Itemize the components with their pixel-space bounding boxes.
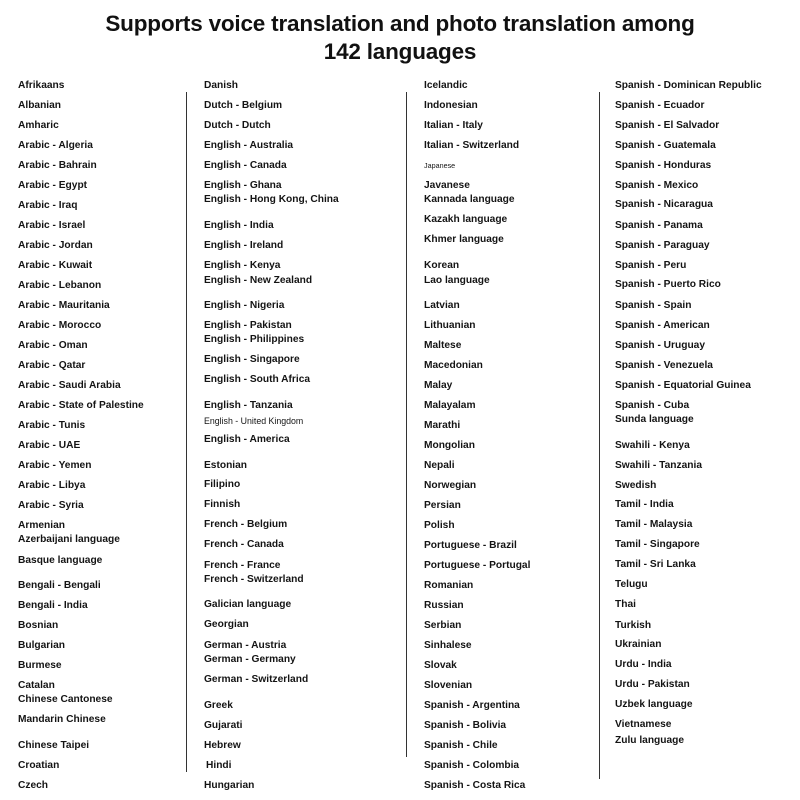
language-item: Malayalam <box>424 400 476 411</box>
language-item: English - America <box>204 434 290 445</box>
column-divider-3 <box>599 92 600 779</box>
language-item: Bulgarian <box>18 640 65 651</box>
language-item: Spanish - American <box>615 320 710 331</box>
language-item: Spanish - El Salvador <box>615 120 720 131</box>
language-item: Arabic - Syria <box>18 500 84 511</box>
language-item: Arabic - Israel <box>18 220 86 231</box>
language-item: Filipino <box>204 479 241 490</box>
language-item: Urdu - Pakistan <box>615 679 690 690</box>
language-item: Khmer language <box>424 234 504 245</box>
language-item: Arabic - Egypt <box>18 180 88 191</box>
language-item: English - Kenya <box>204 260 281 271</box>
language-item: Arabic - Kuwait <box>18 260 93 271</box>
language-item: French - Belgium <box>204 519 288 530</box>
language-item: Mongolian <box>424 440 475 451</box>
language-item: English - Hong Kong, China <box>204 194 339 205</box>
language-item: Swahili - Tanzania <box>615 460 702 471</box>
language-item: Arabic - UAE <box>18 440 81 451</box>
language-item: Arabic - Oman <box>18 340 88 351</box>
language-item: Spanish - Dominican Republic <box>615 80 762 91</box>
language-item: French - Canada <box>204 539 284 550</box>
language-item: Italian - Switzerland <box>424 140 520 151</box>
language-item: Spanish - Mexico <box>615 180 699 191</box>
language-item: Georgian <box>204 619 249 630</box>
language-item: Hindi <box>206 760 232 771</box>
language-item: Spanish - Honduras <box>615 160 712 171</box>
language-item: Dutch - Belgium <box>204 100 283 111</box>
language-item: Spanish - Colombia <box>424 760 520 771</box>
language-item: Japanese <box>424 161 456 170</box>
language-item: Spanish - Argentina <box>424 700 520 711</box>
language-item: Spanish - Peru <box>615 260 687 271</box>
language-item: Albanian <box>18 100 62 111</box>
language-item: English - Nigeria <box>204 300 285 311</box>
language-item: Chinese Taipei <box>18 740 90 751</box>
language-item: Spanish - Equatorial Guinea <box>615 380 751 391</box>
language-item: Spanish - Ecuador <box>615 100 705 111</box>
language-item: Tamil - Sri Lanka <box>615 559 696 570</box>
language-item: Ukrainian <box>615 639 662 650</box>
language-item: Kannada language <box>424 194 515 205</box>
language-item: Catalan <box>18 680 55 691</box>
language-item: German - Germany <box>204 654 296 665</box>
language-item: Swedish <box>615 480 657 491</box>
language-item: Spanish - Uruguay <box>615 340 706 351</box>
language-item: Norwegian <box>424 480 477 491</box>
language-item: English - Canada <box>204 160 287 171</box>
language-item: Spanish - Bolivia <box>424 720 507 731</box>
language-item: French - Switzerland <box>204 574 304 585</box>
language-item: Javanese <box>424 180 470 191</box>
language-item: English - Pakistan <box>204 320 292 331</box>
language-item: English - South Africa <box>204 374 311 385</box>
language-item: English - Ghana <box>204 180 282 191</box>
language-item: English - Tanzania <box>204 400 293 411</box>
language-item: Arabic - Lebanon <box>18 280 102 291</box>
column-divider-2 <box>406 92 407 757</box>
language-item: Spanish - Guatemala <box>615 140 716 151</box>
language-item: Arabic - Iraq <box>18 200 78 211</box>
language-item: Arabic - State of Palestine <box>18 400 144 411</box>
language-item: German - Austria <box>204 640 287 651</box>
language-item: Tamil - Malaysia <box>615 519 693 530</box>
language-item: Polish <box>424 520 455 531</box>
language-item: Arabic - Morocco <box>18 320 102 331</box>
language-item: Danish <box>204 80 238 91</box>
language-item: English - United Kingdom <box>204 416 304 426</box>
language-item: Zulu language <box>615 735 685 746</box>
language-item: Lao language <box>424 275 490 286</box>
language-item: English - Australia <box>204 140 294 151</box>
language-item: Hungarian <box>204 780 255 791</box>
language-item: Urdu - India <box>615 659 672 670</box>
language-item: English - Ireland <box>204 240 284 251</box>
language-item: Maltese <box>424 340 462 351</box>
language-item: Spanish - Spain <box>615 300 692 311</box>
language-item: Turkish <box>615 620 652 631</box>
language-column-2 <box>204 0 399 800</box>
language-item: Malay <box>424 380 453 391</box>
language-item: Kazakh language <box>424 214 508 225</box>
language-item: Bengali - Bengali <box>18 580 101 591</box>
title-line-2: 142 languages <box>323 39 477 64</box>
language-item: Spanish - Nicaragua <box>615 199 713 210</box>
language-item: Tamil - India <box>615 499 674 510</box>
language-item: Indonesian <box>424 100 478 111</box>
language-item: Uzbek language <box>615 699 693 710</box>
language-item: Spanish - Costa Rica <box>424 780 526 791</box>
language-column-1 <box>18 0 183 800</box>
language-item: Arabic - Tunis <box>18 420 86 431</box>
language-item: Lithuanian <box>424 320 476 331</box>
language-item: Burmese <box>18 660 62 671</box>
language-item: Estonian <box>204 460 248 471</box>
language-item: Spanish - Panama <box>615 220 703 231</box>
language-item: Greek <box>204 700 233 711</box>
language-item: Finnish <box>204 499 241 510</box>
language-item: English - Singapore <box>204 354 300 365</box>
language-item: Korean <box>424 260 460 271</box>
language-item: Bosnian <box>18 620 59 631</box>
language-item: Nepali <box>424 460 455 471</box>
language-column-4 <box>615 0 800 800</box>
language-item: Telugu <box>615 579 648 590</box>
language-item: Macedonian <box>424 360 483 371</box>
title-line-1: Supports voice translation and photo translation among <box>105 11 695 36</box>
language-item: Portuguese - Brazil <box>424 540 517 551</box>
language-item: Sinhalese <box>424 640 472 651</box>
language-item: Galician language <box>204 599 292 610</box>
language-item: Amharic <box>18 120 59 131</box>
language-item: Afrikaans <box>18 80 65 91</box>
language-item: Slovak <box>424 660 457 671</box>
language-item: Armenian <box>18 520 65 531</box>
language-item: German - Switzerland <box>204 674 309 685</box>
language-item: Thai <box>615 599 636 610</box>
language-item: French - France <box>204 560 281 571</box>
language-item: Serbian <box>424 620 462 631</box>
language-item: Basque language <box>18 555 103 566</box>
language-item: English - India <box>204 220 274 231</box>
language-item: Spanish - Cuba <box>615 400 690 411</box>
language-item: Dutch - Dutch <box>204 120 271 131</box>
language-item: Arabic - Algeria <box>18 140 93 151</box>
language-item: Marathi <box>424 420 461 431</box>
language-item: Arabic - Bahrain <box>18 160 97 171</box>
language-item: Vietnamese <box>615 719 672 730</box>
language-item: Arabic - Qatar <box>18 360 86 371</box>
language-item: Arabic - Libya <box>18 480 86 491</box>
language-item: English - New Zealand <box>204 275 313 286</box>
language-item: Persian <box>424 500 461 511</box>
language-item: Gujarati <box>204 720 243 731</box>
language-item: Sunda language <box>615 414 694 425</box>
language-item: Arabic - Saudi Arabia <box>18 380 121 391</box>
language-item: Mandarin Chinese <box>18 714 106 725</box>
language-item: Slovenian <box>424 680 473 691</box>
language-item: Spanish - Chile <box>424 740 498 751</box>
language-item: Arabic - Jordan <box>18 240 93 251</box>
language-item: Swahili - Kenya <box>615 440 690 451</box>
language-item: Romanian <box>424 580 474 591</box>
language-item: Spanish - Paraguay <box>615 240 710 251</box>
language-item: Bengali - India <box>18 600 88 611</box>
language-item: Latvian <box>424 300 460 311</box>
language-item: Spanish - Puerto Rico <box>615 279 721 290</box>
language-item: Chinese Cantonese <box>18 694 113 705</box>
language-item: Azerbaijani language <box>18 534 120 545</box>
language-item: Spanish - Venezuela <box>615 360 713 371</box>
language-item: English - Philippines <box>204 334 305 345</box>
language-item: Italian - Italy <box>424 120 483 131</box>
language-item: Russian <box>424 600 464 611</box>
language-item: Portuguese - Portugal <box>424 560 531 571</box>
column-divider-1 <box>186 92 187 772</box>
language-column-3 <box>424 0 599 800</box>
language-item: Arabic - Yemen <box>18 460 92 471</box>
language-item: Hebrew <box>204 740 241 751</box>
language-item: Arabic - Mauritania <box>18 300 110 311</box>
language-item: Croatian <box>18 760 60 771</box>
language-item: Czech <box>18 780 49 791</box>
language-item: Icelandic <box>424 80 468 91</box>
language-item: Tamil - Singapore <box>615 539 700 550</box>
